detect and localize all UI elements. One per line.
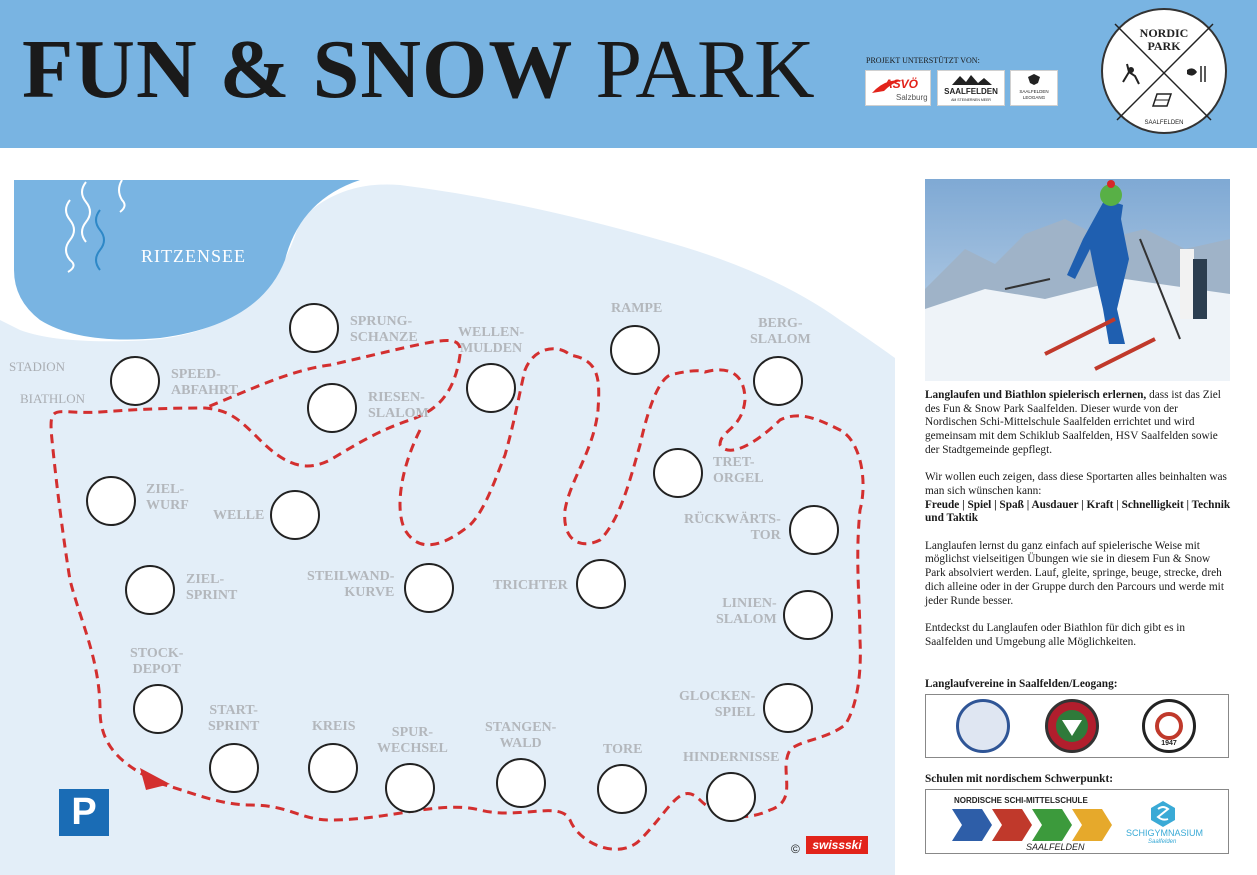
lake-label: RITZENSEE [141, 246, 246, 266]
station-label-linienslalom: LINIEN- SLALOM [716, 596, 777, 627]
station-icon-bergslalom [753, 356, 803, 406]
sponsor-logo-saalfelden-leogang [1010, 70, 1058, 106]
clubs-box [925, 694, 1229, 758]
svg-text:Salzburg: Salzburg [896, 93, 928, 102]
badge-line1: NORDIC [1139, 26, 1189, 40]
info-p1-rest: dass ist das Ziel des Fun & Snow Park Saalfelden. Dieser wurde von der Nordischen Schi-Mittelschule Saalfelden errichtet und wird gemeinsam mit dem Schiklub Saalfelden, HSV Saalfelden sowie der Stadtgemeinde gepflegt. [925, 389, 1221, 456]
station-icon-welle [270, 490, 320, 540]
station-label-spurwechsel: SPUR- WECHSEL [377, 725, 448, 756]
station-icon-tretorgel [653, 448, 703, 498]
svg-text:SAALFELDEN: SAALFELDEN [1019, 89, 1049, 94]
sponsor-logo-saalfelden [937, 70, 1005, 106]
station-label-hindernisse: HINDERNISSE [683, 750, 780, 765]
area-label-stadion: STADION [9, 359, 66, 374]
station-icon-startsprint [209, 743, 259, 793]
station-icon-wellenmulden [466, 363, 516, 413]
copyright-symbol: © [791, 842, 800, 856]
club-logo-2 [1045, 699, 1099, 753]
station-icon-speedabfahrt [110, 356, 160, 406]
parking-sign-icon: P [59, 789, 109, 836]
info-p2-bold: Freude | Spiel | Spaß | Ausdauer | Kraft | Schnelligkeit | Technik und Taktik [925, 498, 1231, 525]
school2-name: SCHIGYMNASIUM [1126, 828, 1204, 838]
info-paragraph-4: Entdeckst du Langlaufen oder Biathlon für dich gibt es in Saalfelden und Umgebung alle Möglichkeiten. [925, 621, 1186, 648]
club-logo-3 [1142, 699, 1196, 753]
station-icon-glockenspiel [763, 683, 813, 733]
photo-child-skier [925, 179, 1230, 381]
station-label-tretorgel: TRET- ORGEL [713, 455, 764, 486]
title-bold: FUN & SNOW [22, 23, 574, 116]
station-icon-spurwechsel [385, 763, 435, 813]
info-paragraph-2 [925, 471, 1231, 526]
svg-text:ASVÖ: ASVÖ [884, 77, 919, 91]
station-icon-hindernisse [706, 772, 756, 822]
station-icon-sprungschanze [289, 303, 339, 353]
station-label-rueckwaertstor: RÜCKWÄRTS- TOR [684, 512, 781, 543]
station-icon-rueckwaertstor [789, 505, 839, 555]
station-icon-rampe [610, 325, 660, 375]
station-label-trichter: TRICHTER [493, 578, 568, 593]
club-logo-1 [956, 699, 1010, 753]
schools-title: Schulen mit nordischem Schwerpunkt: [925, 773, 1113, 785]
station-icon-kreis [308, 743, 358, 793]
station-icon-stangenwald [496, 758, 546, 808]
sponsor-logo-asvo [865, 70, 931, 106]
sponsor-label: PROJEKT UNTERSTÜTZT VON: [866, 56, 980, 65]
svg-text:LEOGANG: LEOGANG [1022, 95, 1046, 100]
info-paragraph-3: Langlaufen lernst du ganz einfach auf spielerische Weise mit möglichst vielseitigen Übungen wie sie in diesem Fun & Snow Park absolviert werden. Lauf, gleite, springe, beuge, strecke, dreh dich alleine oder in der Gruppe durch den Parcours und werde mit jeder Runde besser. [925, 539, 1224, 607]
info-paragraph-1 [925, 389, 1231, 458]
badge-line2: PARK [1147, 39, 1181, 53]
station-icon-zielsprint [125, 565, 175, 615]
school1-arrows-icon [952, 807, 1114, 843]
park-map [0, 180, 895, 875]
school2-logo-icon [1150, 800, 1176, 828]
badge-bottom-text: SAALFELDEN [1144, 120, 1184, 126]
station-label-zielsprint: ZIEL- SPRINT [186, 572, 238, 603]
station-label-rampe: RAMPE [611, 301, 663, 316]
station-label-zielwurf: ZIEL- WURF [146, 482, 189, 513]
station-label-sprungschanze: SPRUNG- SCHANZE [350, 314, 418, 345]
area-label-biathlon: BIATHLON [20, 391, 85, 406]
station-icon-zielwurf [86, 476, 136, 526]
title-light: PARK [595, 23, 816, 116]
header-banner [0, 0, 1257, 148]
clubs-title: Langlaufvereine in Saalfelden/Leogang: [925, 678, 1118, 690]
station-icon-stockdepot [133, 684, 183, 734]
station-label-stockdepot: STOCK- DEPOT [130, 646, 184, 677]
station-icon-tore [597, 764, 647, 814]
station-label-bergslalom: BERG- SLALOM [750, 316, 811, 347]
station-label-steilwandkurve: STEILWAND- KURVE [307, 569, 395, 600]
info-p2: Wir wollen euch zeigen, dass diese Sportarten alles beinhalten was man sich wünschen kann: [925, 471, 1227, 497]
school1-town: SAALFELDEN [1026, 842, 1085, 852]
schools-box [925, 789, 1229, 854]
school2-town: Saalfelden [1148, 839, 1177, 845]
swissski-logo: swissski [806, 836, 868, 854]
info-text [925, 389, 1231, 663]
svg-text:SAALFELDEN: SAALFELDEN [944, 87, 998, 96]
route-arrow-icon [140, 768, 170, 790]
station-label-startsprint: START- SPRINT [208, 703, 260, 734]
station-icon-linienslalom [783, 590, 833, 640]
svg-text:AM STEINERNEN MEER: AM STEINERNEN MEER [951, 98, 991, 102]
school1-name: NORDISCHE SCHI-MITTELSCHULE [954, 796, 1088, 805]
badge-crossed-skis-icon [1103, 10, 1225, 132]
station-label-welle: WELLE [213, 508, 265, 523]
station-label-stangenwald: STANGEN- WALD [485, 720, 557, 751]
station-label-kreis: KREIS [312, 719, 356, 734]
station-label-riesenslalom: RIESEN- SLALOM [368, 390, 429, 421]
station-label-speedabfahrt: SPEED- ABFAHRT [171, 367, 238, 398]
station-label-glockenspiel: GLOCKEN- SPIEL [679, 689, 756, 720]
station-icon-steilwandkurve [404, 563, 454, 613]
page-title [22, 20, 816, 120]
info-p1-bold: Langlaufen und Biathlon spielerisch erlernen, [925, 389, 1147, 401]
club-year: 1947 [1161, 740, 1177, 747]
station-label-tore: TORE [603, 742, 643, 757]
station-icon-trichter [576, 559, 626, 609]
station-icon-riesenslalom [307, 383, 357, 433]
station-label-wellenmulden: WELLEN- MULDEN [458, 325, 525, 356]
nordic-park-badge [1101, 8, 1227, 134]
